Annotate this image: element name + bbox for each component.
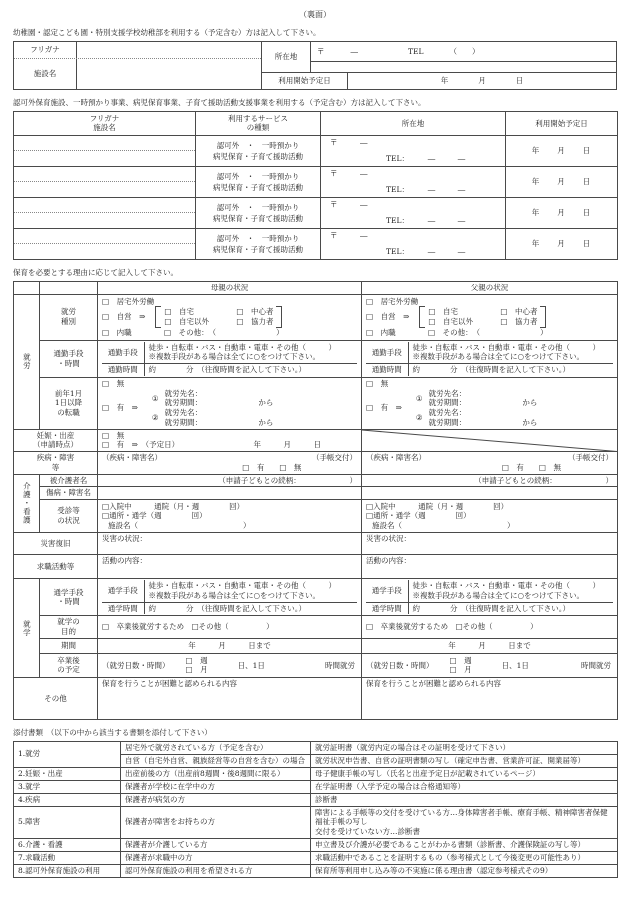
address-cell: 〒 ― TEL： ― ―: [321, 228, 506, 259]
attachment-condition: 認可外保育施設の利用を希望される方: [121, 864, 311, 877]
attachment-document: 障害による手帳等の交付を受けている方…身体障害者手帳、療育手帳、精神障害者保健福祉手帳の写し 交付を受けていない方…診断書: [311, 806, 618, 838]
consultation-mother: □入院中 通院（月・週 回） □通所・通学（週 回） 施設名（ ）: [98, 500, 362, 533]
school-commute-father: [362, 579, 618, 616]
pregnancy-mother: □ 無 □ 有 ⇒ （予定日） 年 月 日: [98, 429, 362, 452]
cared-person-father: （申請子どもとの続柄： ）: [362, 474, 618, 487]
facility-row: [14, 166, 618, 197]
commute-time-text: 約 分 （往復時間を記入して下さい。）: [408, 364, 613, 376]
corner-cell: [40, 281, 98, 294]
school-period-father: 年 月 日まで: [362, 638, 618, 653]
job-hunting-mother: 活動の内容：: [98, 555, 362, 579]
commute-label: 通勤手段 ・時間: [40, 340, 98, 377]
job-hunting-father: 活動の内容：: [362, 555, 618, 579]
disaster-mother: 災害の状況：: [98, 533, 362, 555]
school-period-mother: 年 月 日まで: [98, 638, 362, 653]
attachment-condition: 保護者が介護している方: [121, 838, 311, 851]
attachment-row: [14, 767, 618, 780]
attachments-table: [13, 741, 618, 878]
address-cell: 〒 ― TEL： ― ―: [321, 166, 506, 197]
group-label-school: 就学: [14, 579, 40, 678]
work-type-mother: □ 居宅外労働 □ 自営 ⇒ □ 自宅 □ 中心者 □ 自宅以外 □ 協力者 □ 内職 □ その他： （ ）: [98, 294, 362, 340]
injury-name-father: [362, 487, 618, 500]
cared-person-mother: （申請子どもとの続柄： ）: [98, 474, 362, 487]
school-commute-mother: [98, 579, 362, 616]
address-cell: 〒 ― TEL： ― ―: [321, 135, 506, 166]
attachment-document: 母子健康手帳の写し（氏名と出産予定日が記載されているページ）: [311, 767, 618, 780]
pregnancy-label: 妊娠・出産 （申請時点）: [14, 429, 98, 452]
kindergarten-table: [13, 41, 617, 90]
job-change-mother: □ 無 □ 有 ⇒ ① 就労先名： 就労期間： から ② 就労先名： 就労期間： から: [98, 377, 362, 429]
attachment-row: [14, 864, 618, 877]
commute-means-text: 徒歩・自転車・バス・自動車・電車・その他（ ） ※複数手段がある場合は全てに○をつけて下さい。: [144, 342, 357, 364]
attachment-document: 就労証明書（就労内定の場合はその証明を受けて下さい）: [311, 741, 618, 754]
diagonal-strike-line: [362, 430, 617, 452]
start-date-cell: 年 月 日: [506, 228, 618, 259]
attachments-heading: 添付書類 （以下の中から該当する書類を添付して下さい）: [13, 727, 212, 737]
kindergarten-instruction: 幼稚園・認定こども園・特別支援学校幼稚部を利用する（予定含む）方は記入して下さい。: [13, 28, 321, 38]
school-commute-label: 通学手段 ・時間: [40, 579, 98, 616]
attachment-condition: 保護者が病気の方: [121, 793, 311, 806]
address-label: 所在地: [262, 42, 311, 72]
column-header-address: 所在地: [321, 111, 506, 135]
facility-name-block: [14, 42, 262, 89]
postal-tel-line: [311, 42, 616, 62]
start-date-cell: 年 月 日: [506, 135, 618, 166]
column-header-facility: フリガナ 施設名: [14, 111, 196, 135]
attachment-category: 3.就学: [14, 780, 121, 793]
attachment-category: 4.疾病: [14, 793, 121, 806]
attachment-document: 申立書及び介護が必要であることがわかる書類（診断書、介護保険証の写し等）: [311, 838, 618, 851]
start-date-value: 年 月 日: [440, 76, 524, 86]
attachment-row: [14, 741, 618, 754]
job-change-label: 前年1月 1日以降 の転職: [40, 377, 98, 429]
attachment-category: 7.求職活動: [14, 851, 121, 864]
facility-row: [14, 228, 618, 259]
other-mother: 保育を行うことが困難と認められる内容: [98, 677, 362, 719]
facility-name-cell: [14, 197, 196, 228]
consultation-label: 受診等 の状況: [40, 500, 98, 533]
service-type-cell: 認可外 ・ 一時預かり 病児保育・子育て援助活動: [196, 135, 321, 166]
pregnancy-father-crossed: [362, 429, 618, 452]
after-graduation-label: 卒業後 の予定: [40, 653, 98, 677]
disaster-label: 災害復旧: [14, 533, 98, 555]
facility-name-cell: [14, 166, 196, 197]
start-date-cell: 年 月 日: [506, 166, 618, 197]
ninkagai-table: [13, 111, 618, 260]
back-side-label: （裏面）: [299, 10, 331, 19]
job-change-father: □ 無 □ 有 ⇒ ① 就労先名： 就労期間： から ② 就労先名： 就労期間： から: [362, 377, 618, 429]
after-graduation-mother: （就労日数・時間） □ 週 □ 月 日、1日 時間就労: [98, 653, 362, 677]
commute-mother: [98, 340, 362, 377]
school-means-text: 徒歩・自転車・バス・自動車・電車・その他（ ） ※複数手段がある場合は全てに○をつけて下さい。: [408, 580, 613, 602]
group-label-kaigo: 介護・看護: [14, 474, 40, 533]
service-type-cell: 認可外 ・ 一時預かり 病児保育・子育て援助活動: [196, 228, 321, 259]
attachment-condition: 出産前後の方（出産前8週間・後8週間に限る）: [121, 767, 311, 780]
group-label-work: 就労: [14, 294, 40, 429]
attachment-category: 8.認可外保育施設の利用: [14, 864, 121, 877]
school-time-label: 通学時間: [102, 602, 144, 614]
postal-mark: 〒: [317, 46, 325, 56]
attachment-row: [14, 851, 618, 864]
attachment-condition: 保護者が学校に在学中の方: [121, 780, 311, 793]
care-reason-instruction: 保育を必要とする理由に応じて記入して下さい。: [13, 267, 178, 277]
school-means-label: 通学手段: [366, 580, 408, 602]
tel-label: TEL: [408, 46, 424, 56]
attachment-document: 在学証明書（入学予定の場合は合格通知等）: [311, 780, 618, 793]
school-purpose-label: 就学の 目的: [40, 616, 98, 639]
disaster-father: 災害の状況：: [362, 533, 618, 555]
school-purpose-father: □ 卒業後就労するため □その他（ ）: [362, 616, 618, 639]
school-purpose-mother: □ 卒業後就労するため □その他（ ）: [98, 616, 362, 639]
school-means-label: 通学手段: [102, 580, 144, 602]
start-date-cell: 年 月 日: [506, 197, 618, 228]
commute-time-label: 通勤時間: [102, 364, 144, 376]
school-time-label: 通学時間: [366, 602, 408, 614]
attachment-document: 求職活動中であることを証明するもの（参考様式として今後変更の可能性あり）: [311, 851, 618, 864]
other-father: 保育を行うことが困難と認められる内容: [362, 677, 618, 719]
service-type-cell: 認可外 ・ 一時預かり 病児保育・子育て援助活動: [196, 166, 321, 197]
attachment-category: 5.障害: [14, 806, 121, 838]
column-header-start-date: 利用開始予定日: [506, 111, 618, 135]
school-time-text: 約 分 （往復時間を記入して下さい。）: [408, 602, 613, 614]
commute-means-text: 徒歩・自転車・バス・自動車・電車・その他（ ） ※複数手段がある場合は全てに○をつけて下さい。: [408, 342, 613, 364]
attachment-row: [14, 793, 618, 806]
postal-dash: ―: [350, 46, 358, 56]
facility-name-cell: [14, 228, 196, 259]
school-means-text: 徒歩・自転車・バス・自動車・電車・その他（ ） ※複数手段がある場合は全てに○をつけて下さい。: [144, 580, 357, 602]
attachment-row: [14, 806, 618, 838]
ninkagai-instruction: 認可外保育施設、一時預かり事業、病児保育事業、子育て援助活動支援事業を利用する（予定含む）方は記入して下さい。: [13, 98, 426, 108]
attachment-condition: 保護者が求職中の方: [121, 851, 311, 864]
attachment-condition: 居宅外で就労されている方（予定を含む）: [121, 741, 311, 754]
corner-cell: [14, 281, 40, 294]
injury-name-label: 傷病・障害名: [40, 487, 98, 500]
consultation-father: □入院中 通院（月・週 回） □通所・通学（週 回） 施設名（ ）: [362, 500, 618, 533]
work-type-label: 就労 種別: [40, 294, 98, 340]
column-header-service: 利用するサービス の種類: [196, 111, 321, 135]
mother-column-header: 母親の状況: [98, 281, 362, 294]
facility-row: [14, 197, 618, 228]
furigana-input-area: [77, 42, 261, 58]
attachment-condition: 保護者が障害をお持ちの方: [121, 806, 311, 838]
attachment-category: 6.介護・看護: [14, 838, 121, 851]
school-time-text: 約 分 （往復時間を記入して下さい。）: [144, 602, 357, 614]
start-date-label: 利用開始予定日: [262, 73, 348, 89]
facility-name-cell: [14, 135, 196, 166]
commute-means-label: 通勤手段: [366, 342, 408, 364]
facility-row: [14, 135, 618, 166]
illness-father: （疾病・障害名） （手帳交付） □ 有 □ 無: [362, 452, 618, 475]
commute-father: [362, 340, 618, 377]
address-input-area: [311, 62, 616, 72]
school-period-label: 期間: [40, 638, 98, 653]
attachment-document: 診断書: [311, 793, 618, 806]
attachment-document: 保育所等利用申し込み等の不実施に係る理由書（認定参考様式その9）: [311, 864, 618, 877]
facility-name-label: 施設名: [14, 58, 77, 89]
work-type-father: □ 居宅外労働 □ 自営 ⇒ □ 自宅 □ 中心者 □ 自宅以外 □ 協力者 □ 内職 □ その他： （ ）: [362, 294, 618, 340]
service-type-cell: 認可外 ・ 一時預かり 病児保育・子育て援助活動: [196, 197, 321, 228]
attachment-row: [14, 838, 618, 851]
illness-mother: （疾病・障害名） （手帳交付） □ 有 □ 無: [98, 452, 362, 475]
commute-time-label: 通勤時間: [366, 364, 408, 376]
address-cell: 〒 ― TEL： ― ―: [321, 197, 506, 228]
after-graduation-father: （就労日数・時間） □ 週 □ 月 日、1日 時間就労: [362, 653, 618, 677]
attachment-row: [14, 780, 618, 793]
other-label: その他: [14, 677, 98, 719]
illness-label: 疾病・障害 等: [14, 452, 98, 475]
job-hunting-label: 求職活動等: [14, 555, 98, 579]
commute-time-text: 約 分 （往復時間を記入して下さい。）: [144, 364, 357, 376]
care-reason-table: [13, 281, 618, 720]
attachment-category: 2.妊娠・出産: [14, 767, 121, 780]
furigana-divider: [14, 58, 261, 59]
injury-name-mother: [98, 487, 362, 500]
facility-name-input-area: [77, 58, 261, 89]
attachment-document: 就労状況申告書、自営の証明書類の写し（確定申告書、営業許可証、開業届等）: [311, 754, 618, 767]
commute-means-label: 通勤手段: [102, 342, 144, 364]
tel-paren: （ ）: [449, 46, 480, 56]
cared-person-label: 被介護者名: [40, 474, 98, 487]
furigana-label: フリガナ: [14, 42, 77, 58]
father-column-header: 父親の状況: [362, 281, 618, 294]
attachment-category: 1.就労: [14, 741, 121, 767]
attachment-condition: 自営（自宅外自営、親族経営等の自営を含む）の場合: [121, 754, 311, 767]
